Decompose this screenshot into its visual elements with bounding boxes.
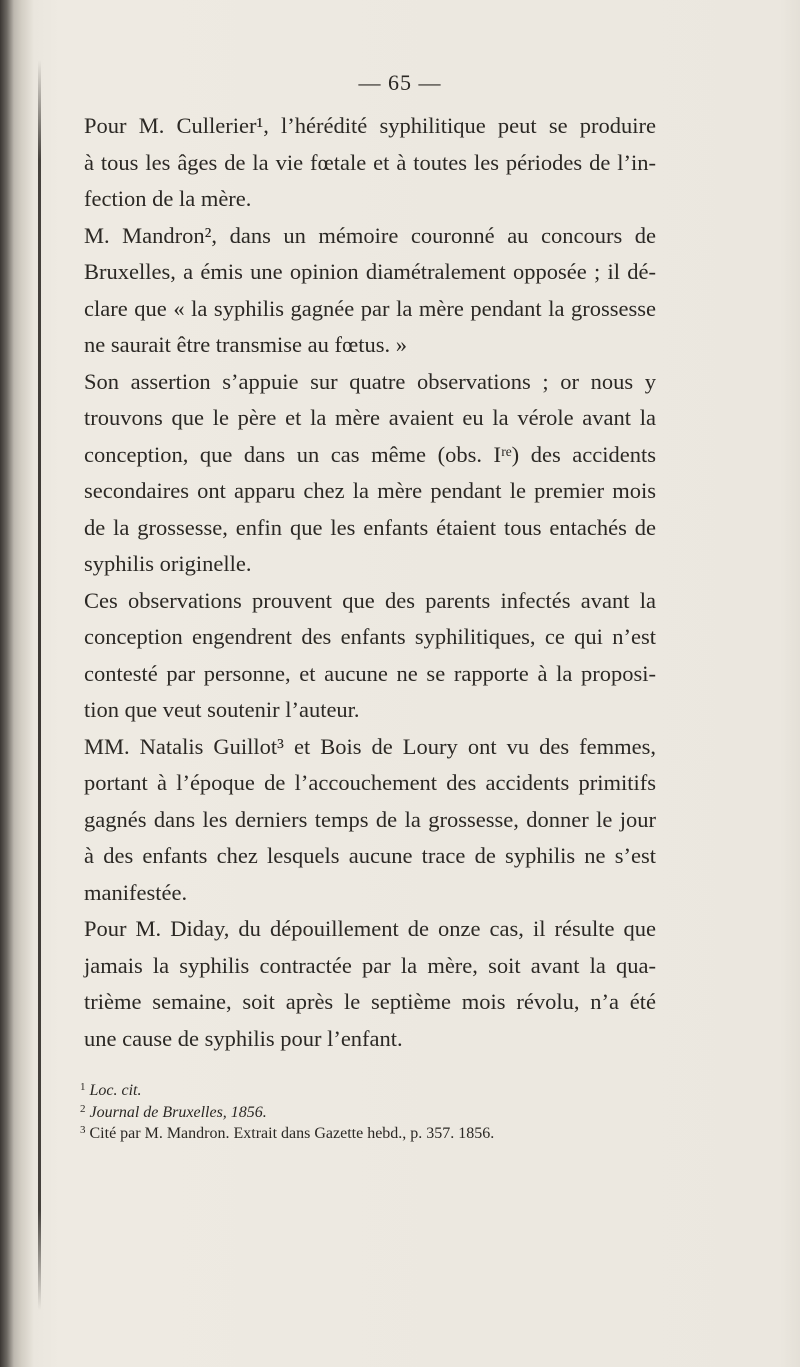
text-line: trouvons que le père et la mère avaient eu la vérole avant la <box>84 405 656 430</box>
footnote-text: Cité par M. Mandron. Extrait dans Gazette hebd., p. 357. 1856. <box>89 1125 495 1142</box>
text-line: jamais la syphilis contractée par la mère, soit avant la qua- <box>84 952 656 978</box>
book-spine-shadow <box>0 0 34 1367</box>
text-line: contesté par personne, et aucune ne se rapporte à la proposi- <box>84 660 656 686</box>
text-line: MM. Natalis Guillot³ et Bois de Loury ont vu des femmes, <box>84 733 656 759</box>
text-line: ne saurait être transmise au fœtus. » <box>84 332 408 357</box>
gutter-line <box>38 60 41 1310</box>
text-line: Son assertion s’appuie sur quatre observations ; or nous y <box>84 368 656 394</box>
text-line: trième semaine, soit après le septième mois révolu, n’a été <box>84 989 656 1014</box>
text-line: à tous les âges de la vie fœtale et à toutes les périodes de l’in- <box>84 149 656 175</box>
text-line: conception engendrent des enfants syphilitiques, ce qui n’est <box>84 624 656 649</box>
text-line: gagnés dans les derniers temps de la grossesse, donner le jour <box>84 806 656 832</box>
body-text <box>62 108 656 1057</box>
text-line: une cause de syphilis pour l’enfant. <box>84 1025 403 1051</box>
footnote-mark: 3 <box>80 1124 86 1136</box>
text-line: Ces observations prouvent que des parents infectés avant la <box>84 587 656 613</box>
footnote-3 <box>80 1123 660 1145</box>
text-line: fection de la mère. <box>84 186 252 211</box>
footnote-mark: 1 <box>80 1081 86 1093</box>
text-line: clare que « la syphilis gagnée par la mère pendant la grossesse <box>84 295 656 321</box>
footnote-2 <box>80 1102 660 1124</box>
footnote-mark: 2 <box>80 1102 86 1115</box>
footnote-text: Loc. cit. <box>89 1082 142 1099</box>
paragraph-guillot <box>62 729 656 912</box>
paragraph-cullerier <box>62 108 656 218</box>
footnote-text: Journal de Bruxelles, 1856. <box>89 1103 267 1121</box>
paragraph-mandron <box>62 218 656 364</box>
text-line: Bruxelles, a émis une opinion diamétralement opposée ; il dé- <box>84 259 656 284</box>
text-line: conception, que dans un cas même (obs. Iʳᵉ) des accidents <box>84 441 656 467</box>
footnotes <box>80 1080 660 1145</box>
paragraph-assertion <box>62 364 656 583</box>
text-line: à des enfants chez lesquels aucune trace de syphilis ne s’est <box>84 843 656 868</box>
text-line: de la grossesse, enfin que les enfants étaient tous entachés de <box>84 514 656 540</box>
text-line: portant à l’époque de l’accouchement des accidents primitifs <box>84 770 656 795</box>
text-line: secondaires ont apparu chez la mère pendant le premier mois <box>84 478 656 503</box>
text-line: Pour M. Diday, du dépouillement de onze cas, il résulte que <box>84 916 656 941</box>
text-line: tion que veut soutenir l’auteur. <box>84 697 360 722</box>
text-line: manifestée. <box>84 879 188 905</box>
text-line: syphilis originelle. <box>84 551 252 576</box>
footnote-1 <box>80 1080 660 1102</box>
paragraph-diday <box>62 911 656 1057</box>
text-line: Pour M. Cullerier¹, l’hérédité syphilitique peut se produire <box>84 113 656 138</box>
page-number: — 65 — <box>358 70 442 95</box>
paragraph-observations <box>62 583 656 729</box>
text-line: M. Mandron², dans un mémoire couronné au concours de <box>84 222 656 248</box>
